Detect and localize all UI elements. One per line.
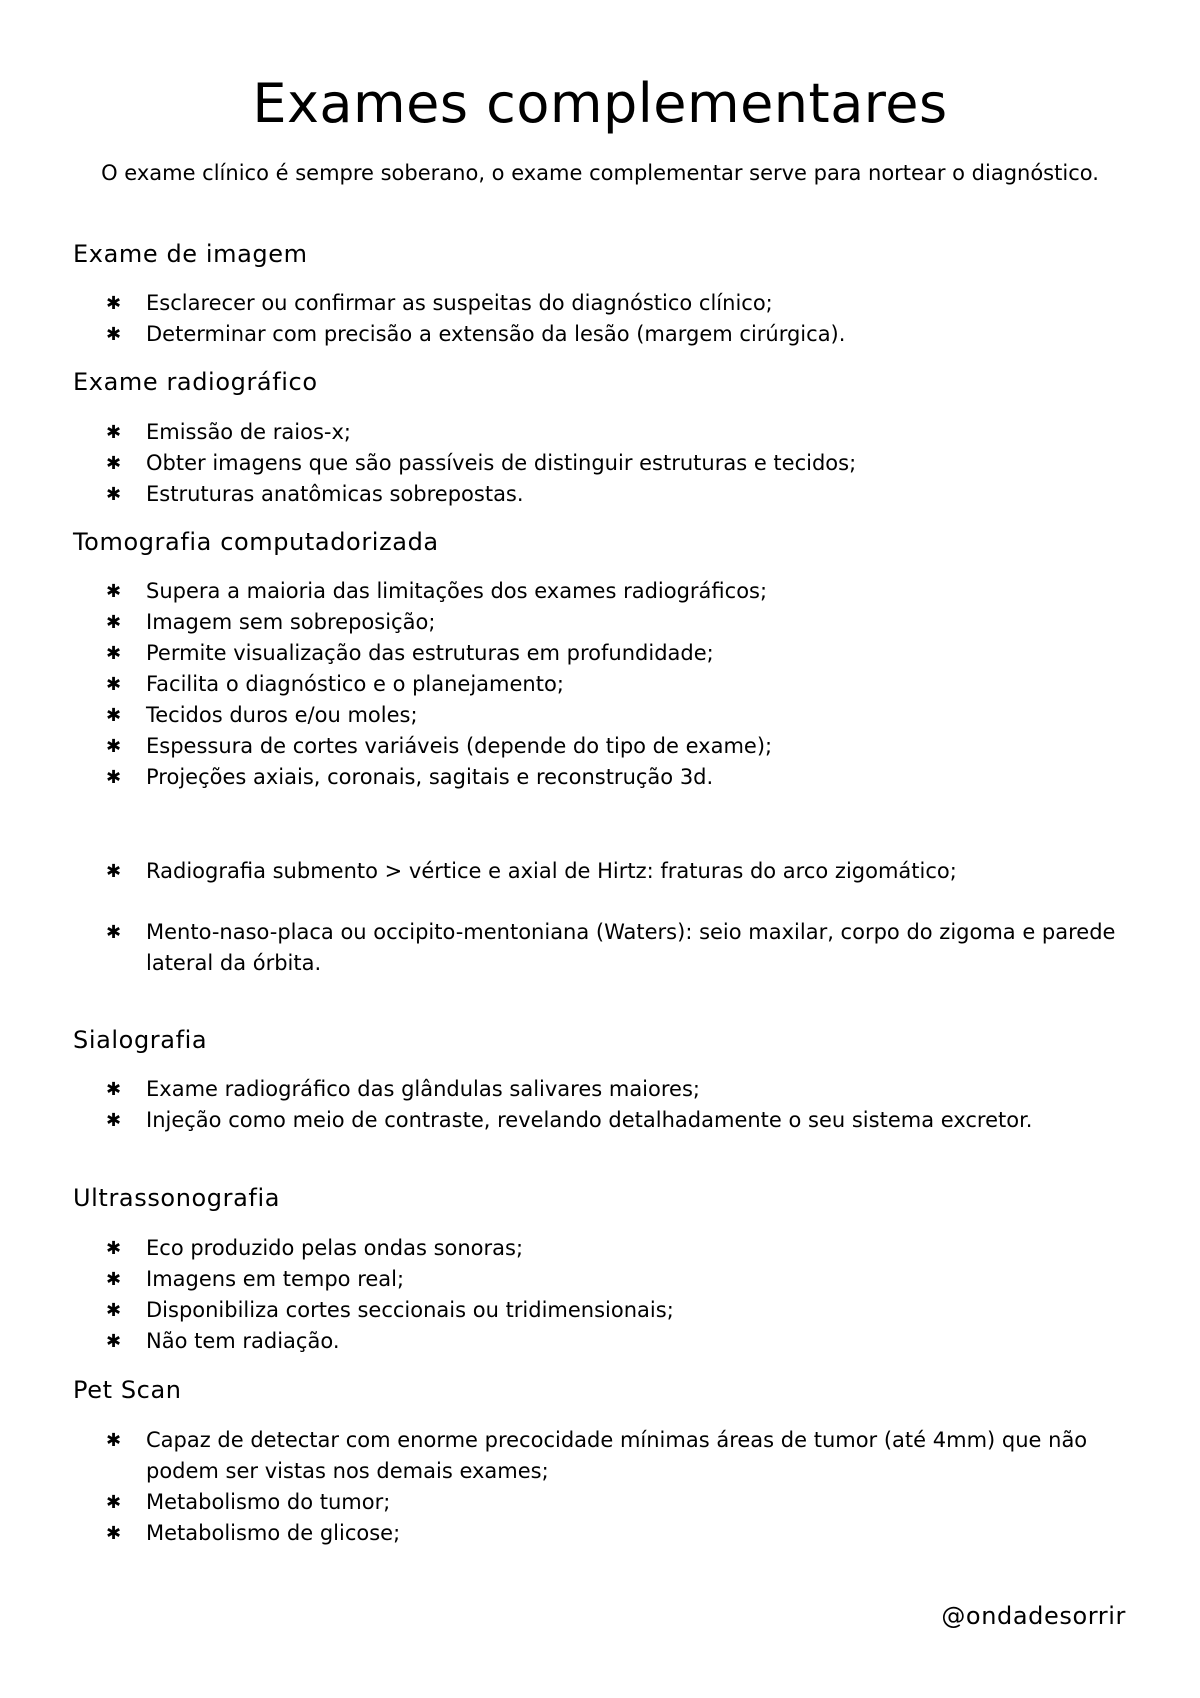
bullet-list-exame-de-imagem: [0, 288, 1200, 350]
list-item: [0, 576, 1200, 607]
list-item: [0, 479, 1200, 510]
bullet-list-mento-naso-placa: [0, 917, 1200, 979]
asterisk-bullet-icon: ✱: [106, 1110, 122, 1131]
list-item: [0, 1105, 1200, 1136]
list-item-text: Metabolismo do tumor;: [146, 1490, 391, 1514]
list-item: [0, 417, 1200, 448]
list-item: [0, 669, 1200, 700]
list-item-text: Obter imagens que são passíveis de distinguir estruturas e tecidos;: [146, 451, 857, 475]
asterisk-bullet-icon: ✱: [106, 1269, 122, 1290]
asterisk-bullet-icon: ✱: [106, 1331, 122, 1352]
asterisk-bullet-icon: ✱: [106, 674, 122, 695]
list-item: [0, 1264, 1200, 1295]
footer-handle: @ondadesorrir: [941, 1602, 1126, 1630]
bullet-list-radiografia-submento: [0, 856, 1200, 887]
asterisk-bullet-icon: ✱: [106, 767, 122, 788]
list-item: [0, 731, 1200, 762]
list-item-text: Capaz de detectar com enorme precocidade mínimas áreas de tumor (até 4mm) que não podem ser vistas nos demais exames;: [146, 1428, 1088, 1483]
asterisk-bullet-icon: ✱: [106, 643, 122, 664]
list-item-text: Imagens em tempo real;: [146, 1267, 405, 1291]
section-heading-pet-scan: Pet Scan: [73, 1376, 182, 1404]
bullet-list-ultrassonografia: [0, 1233, 1200, 1357]
asterisk-bullet-icon: ✱: [106, 324, 122, 345]
asterisk-bullet-icon: ✱: [106, 1492, 122, 1513]
list-item: [0, 1326, 1200, 1357]
list-item: [0, 319, 1200, 350]
list-item: [0, 856, 1200, 887]
list-item-text: Tecidos duros e/ou moles;: [146, 703, 418, 727]
section-heading-sialografia: Sialografia: [73, 1026, 208, 1054]
list-item-text: Projeções axiais, coronais, sagitais e reconstrução 3d.: [146, 765, 714, 789]
asterisk-bullet-icon: ✱: [106, 1300, 122, 1321]
list-item: [0, 1074, 1200, 1105]
list-item: [0, 607, 1200, 638]
list-item-text: Não tem radiação.: [146, 1329, 340, 1353]
asterisk-bullet-icon: ✱: [106, 453, 122, 474]
list-item-text: Supera a maioria das limitações dos exames radiográficos;: [146, 579, 768, 603]
list-item-text: Espessura de cortes variáveis (depende do tipo de exame);: [146, 734, 773, 758]
list-item-text: Determinar com precisão a extensão da lesão (margem cirúrgica).: [146, 322, 846, 346]
list-item-text: Mento-naso-placa ou occipito-mentoniana (Waters): seio maxilar, corpo do zigoma e parede lateral da órbita.: [146, 920, 1116, 975]
list-item-text: Imagem sem sobreposição;: [146, 610, 436, 634]
asterisk-bullet-icon: ✱: [106, 581, 122, 602]
list-item: [0, 1425, 1200, 1487]
list-item: [0, 1518, 1200, 1549]
section-heading-tomografia: Tomografia computadorizada: [73, 528, 439, 556]
list-item-text: Eco produzido pelas ondas sonoras;: [146, 1236, 524, 1260]
asterisk-bullet-icon: ✱: [106, 922, 122, 943]
bullet-list-tomografia: [0, 576, 1200, 793]
asterisk-bullet-icon: ✱: [106, 422, 122, 443]
document-title: Exames complementares: [252, 72, 948, 135]
list-item-text: Radiografia submento > vértice e axial de Hirtz: fraturas do arco zigomático;: [146, 859, 957, 883]
list-item: [0, 917, 1200, 979]
list-item: [0, 288, 1200, 319]
list-item-text: Estruturas anatômicas sobrepostas.: [146, 482, 524, 506]
asterisk-bullet-icon: ✱: [106, 861, 122, 882]
list-item: [0, 762, 1200, 793]
list-item-text: Metabolismo de glicose;: [146, 1521, 401, 1545]
bullet-list-exame-radiografico: [0, 417, 1200, 510]
list-item-text: Permite visualização das estruturas em profundidade;: [146, 641, 714, 665]
asterisk-bullet-icon: ✱: [106, 484, 122, 505]
list-item: [0, 1487, 1200, 1518]
list-item: [0, 1295, 1200, 1326]
asterisk-bullet-icon: ✱: [106, 293, 122, 314]
asterisk-bullet-icon: ✱: [106, 1430, 122, 1451]
section-heading-ultrassonografia: Ultrassonografia: [73, 1184, 281, 1212]
asterisk-bullet-icon: ✱: [106, 1238, 122, 1259]
list-item-text: Facilita o diagnóstico e o planejamento;: [146, 672, 564, 696]
list-item: [0, 1233, 1200, 1264]
bullet-list-sialografia: [0, 1074, 1200, 1136]
section-heading-exame-de-imagem: Exame de imagem: [73, 240, 308, 268]
asterisk-bullet-icon: ✱: [106, 705, 122, 726]
intro-paragraph: O exame clínico é sempre soberano, o exame complementar serve para nortear o diagnóstico.: [101, 161, 1099, 185]
asterisk-bullet-icon: ✱: [106, 612, 122, 633]
list-item-text: Disponibiliza cortes seccionais ou tridimensionais;: [146, 1298, 674, 1322]
asterisk-bullet-icon: ✱: [106, 736, 122, 757]
list-item-text: Esclarecer ou confirmar as suspeitas do diagnóstico clínico;: [146, 291, 773, 315]
list-item: [0, 638, 1200, 669]
list-item-text: Emissão de raios-x;: [146, 420, 351, 444]
list-item: [0, 448, 1200, 479]
asterisk-bullet-icon: ✱: [106, 1523, 122, 1544]
section-heading-exame-radiografico: Exame radiográfico: [73, 368, 318, 396]
asterisk-bullet-icon: ✱: [106, 1079, 122, 1100]
list-item-text: Exame radiográfico das glândulas salivares maiores;: [146, 1077, 700, 1101]
bullet-list-pet-scan: [0, 1425, 1200, 1549]
list-item-text: Injeção como meio de contraste, revelando detalhadamente o seu sistema excretor.: [146, 1108, 1033, 1132]
list-item: [0, 700, 1200, 731]
